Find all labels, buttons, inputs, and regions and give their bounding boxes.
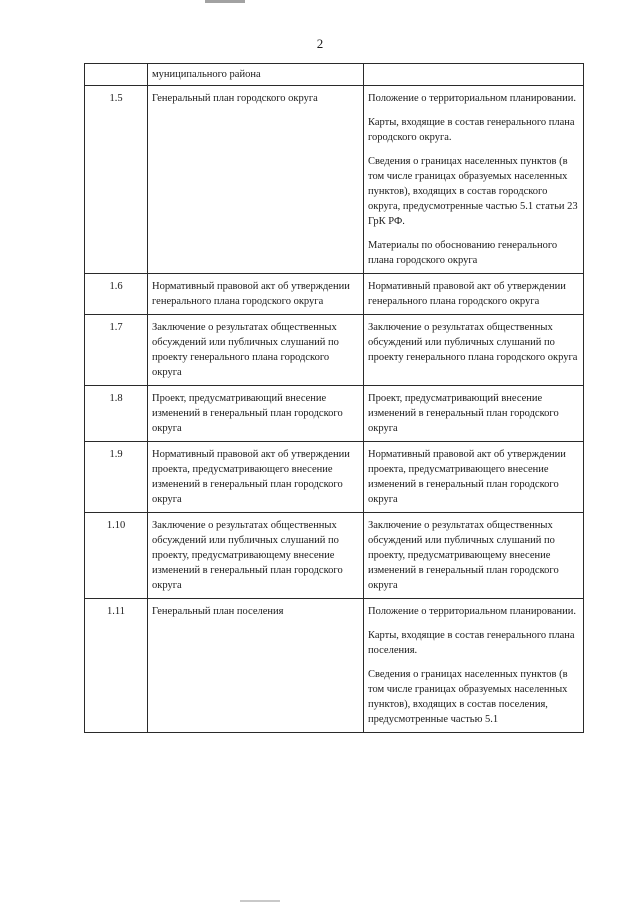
row-number: 1.9 (85, 442, 148, 513)
document-name: Заключение о результатах общественных обсуждений или публичных слушаний по проекту, предусматривающему внесение изменений в генеральный план городского округа (148, 513, 364, 599)
table-row (85, 86, 584, 274)
row-number: 1.5 (85, 86, 148, 274)
content-paragraph: Карты, входящие в состав генерального плана городского округа. (368, 117, 575, 143)
document-contents (364, 64, 584, 86)
document-name: муниципального района (148, 64, 364, 86)
document-name: Нормативный правовой акт об утверждении проекта, предусматривающего внесение изменений в генеральный план городского округа (148, 442, 364, 513)
table-row (85, 386, 584, 442)
document-contents (364, 86, 584, 274)
content-paragraph: Положение о территориальном планировании. (368, 606, 576, 617)
content-paragraph: Заключение о результатах общественных обсуждений или публичных слушаний по проекту генерального плана городского округа (368, 322, 578, 363)
content-paragraph: Проект, предусматривающий внесение изменений в генеральный план городского округа (368, 393, 559, 434)
document-name: Генеральный план поселения (148, 599, 364, 733)
document-name: Генеральный план городского округа (148, 86, 364, 274)
row-number: 1.6 (85, 274, 148, 315)
content-paragraph: Сведения о границах населенных пунктов (в том числе границах образуемых населенных пунктов), входящих в состав городского округа, предусмотренные частью 5.1 статьи 23 ГрК РФ. (368, 156, 578, 227)
content-paragraph: Карты, входящие в состав генерального плана поселения. (368, 630, 575, 656)
row-number: 1.7 (85, 315, 148, 386)
table-row (85, 599, 584, 733)
table-row (85, 274, 584, 315)
document-table (84, 63, 584, 733)
table-row (85, 315, 584, 386)
document-name: Заключение о результатах общественных обсуждений или публичных слушаний по проекту генерального плана городского округа (148, 315, 364, 386)
table-row (85, 442, 584, 513)
content-paragraph: Нормативный правовой акт об утверждении генерального плана городского округа (368, 281, 566, 307)
document-contents (364, 513, 584, 599)
content-paragraph: Заключение о результатах общественных обсуждений или публичных слушаний по проекту, предусматривающему внесение изменений в генеральный план городского округа (368, 520, 559, 591)
table-row (85, 64, 584, 86)
row-number (85, 64, 148, 86)
document-contents (364, 315, 584, 386)
content-paragraph: Материалы по обоснованию генерального плана городского округа (368, 240, 558, 266)
document-contents (364, 274, 584, 315)
document-contents (364, 442, 584, 513)
document-contents (364, 599, 584, 733)
scan-artifact-top (205, 0, 245, 3)
row-number: 1.11 (85, 599, 148, 733)
row-number: 1.8 (85, 386, 148, 442)
page-number: 2 (316, 36, 324, 51)
content-paragraph: Нормативный правовой акт об утверждении проекта, предусматривающего внесение изменений в генеральный план городского округа (368, 449, 566, 505)
row-number: 1.10 (85, 513, 148, 599)
document-name: Нормативный правовой акт об утверждении генерального плана городского округа (148, 274, 364, 315)
document-contents (364, 386, 584, 442)
table-row (85, 513, 584, 599)
content-paragraph: Положение о территориальном планировании. (368, 93, 576, 104)
content-paragraph: Сведения о границах населенных пунктов (в том числе границах образуемых населенных пунктов), входящих в состав поселения, предусмотренные частью 5.1 (368, 669, 568, 725)
scan-artifact-bottom (240, 900, 280, 902)
document-name: Проект, предусматривающий внесение изменений в генеральный план городского округа (148, 386, 364, 442)
